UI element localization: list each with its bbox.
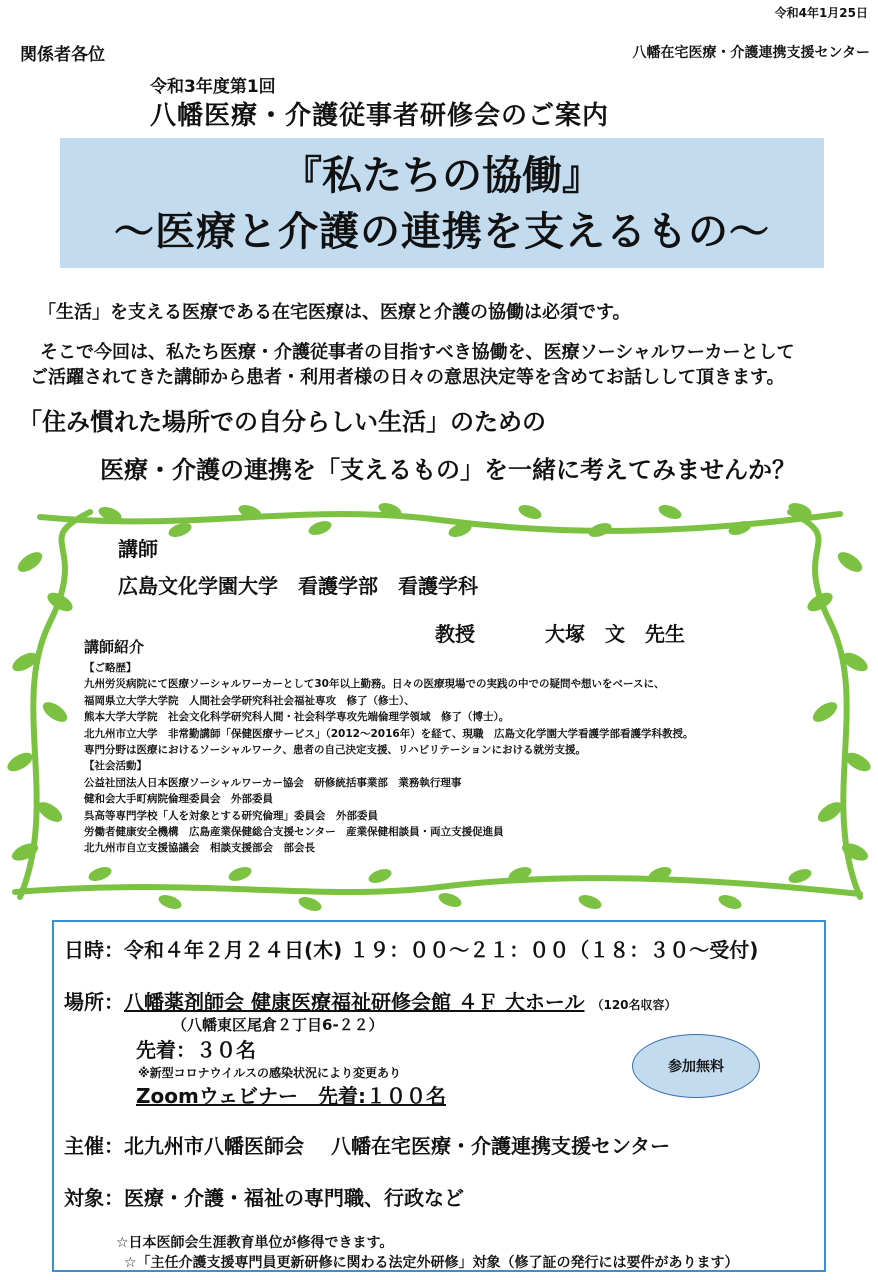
- event-datetime: 日時：令和４年２月２４日(木) １９：００～２１：００（１８：３０～受付): [64, 938, 759, 962]
- lecturer-label: 講師: [118, 537, 158, 561]
- bio-line: 健和会大手町病院倫理委員会 外部委員: [84, 793, 273, 806]
- bio-line: 【社会活動】: [84, 760, 147, 773]
- venue-address: （八幡東区尾倉２丁目6-２２）: [172, 1016, 384, 1034]
- bio-line: 専門分野は医療におけるソーシャルワーク、患者の自己決定支援、リハビリテーションにおける就労支援。: [84, 744, 587, 757]
- slogan-line1: 「住み慣れた場所での自分らしい生活」のための: [18, 408, 546, 436]
- event-organizer: 主催：北九州市八幡医師会 八幡在宅医療・介護連携支援センター: [64, 1134, 671, 1158]
- venue-name: 八幡薬剤師会 健康医療福祉研修会館 ４Ｆ 大ホール: [124, 990, 585, 1014]
- lecturer-affiliation: 広島文化学園大学 看護学部 看護学科: [118, 574, 478, 598]
- free-admission-badge: 参加無料: [632, 1034, 760, 1098]
- zoom-capacity: Zoomウェビナー 先着:１００名: [136, 1084, 447, 1108]
- lecturer-intro-heading: 講師紹介: [84, 638, 145, 656]
- bio-line: 労働者健康安全機構 広島産業保健総合支援センター 産業保健相談員・両立支援促進員: [84, 826, 504, 839]
- intro-paragraph-2-line2: ご活躍されてきた講師から患者・利用者様の日々の意思決定等を含めてお話しして頂きます。: [30, 367, 785, 388]
- lecturer-name: 大塚 文 先生: [545, 622, 685, 646]
- event-venue-row: [64, 986, 677, 1015]
- seminar-title-line2: ～医療と介護の連携を支えるもの～: [114, 209, 770, 255]
- organization-name: 八幡在宅医療・介護連携支援センター: [632, 45, 870, 61]
- bio-line: 【ご略歴】: [84, 662, 137, 674]
- covid-note: ※新型コロナウイルスの感染状況により変更あり: [138, 1066, 401, 1080]
- lecturer-bio: [84, 660, 694, 857]
- document-date: 令和4年1月25日: [774, 6, 868, 20]
- recipients: 関係者各位: [20, 45, 105, 65]
- note-cme-credit: ☆日本医師会生涯教育単位が修得できます。: [116, 1235, 394, 1251]
- onsite-capacity: 先着：３０名: [136, 1038, 256, 1062]
- bio-line: 福岡県立大学大学院 人間社会学研究科社会福祉専攻 修了（修士）、: [84, 694, 415, 707]
- bio-line: 九州労災病院にて医療ソーシャルワーカーとして30年以上勤務。日々の医療現場での実践の中での疑問や想いをベースに、: [84, 678, 665, 691]
- bio-line: 北九州市自立支援協議会 相談支援部会 部会長: [84, 842, 315, 855]
- lecturer-position: 教授: [435, 622, 475, 646]
- event-subtitle: 令和3年度第1回: [150, 77, 276, 97]
- bio-line: 熊本大学大学院 社会文化科学研究科人間・社会科学専攻先端倫理学領域 修了（博士）。: [84, 711, 510, 724]
- seminar-title-line1: 『私たちの協働』: [282, 153, 602, 199]
- intro-paragraph-2: [30, 340, 795, 390]
- intro-paragraph-2-line1: そこで今回は、私たち医療・介護従事者の目指すべき協働を、医療ソーシャルワーカーとして: [40, 342, 795, 363]
- bio-line: 北九州市立大学 非常勤講師「保健医療サービス」（2012～2016年）を経て、現職 広島文化学園大学看護学部看護学科教授。: [84, 727, 694, 740]
- bio-line: 公益社団法人日本医療ソーシャルワーカー協会 研修統括事業部 業務執行理事: [84, 776, 462, 789]
- seminar-title-banner: [60, 138, 824, 268]
- venue-capacity: （120名収容）: [591, 998, 677, 1012]
- slogan-line2: 医療・介護の連携を「支えるもの」を一緒に考えてみませんか？: [100, 456, 796, 484]
- note-training: ☆「主任介護支援専門員更新研修に関わる法定外研修」対象（修了証の発行には要件があります）: [124, 1255, 739, 1271]
- bio-line: 呉高等専門学校「人を対象とする研究倫理」委員会 外部委員: [84, 809, 378, 822]
- venue-label: 場所：: [64, 990, 124, 1014]
- page-title: 八幡医療・介護従事者研修会のご案内: [150, 101, 610, 131]
- intro-paragraph-1: 「生活」を支える医療である在宅医療は、医療と介護の協働は必須です。: [38, 302, 631, 323]
- event-target: 対象：医療・介護・福祉の専門職、行政など: [64, 1186, 464, 1210]
